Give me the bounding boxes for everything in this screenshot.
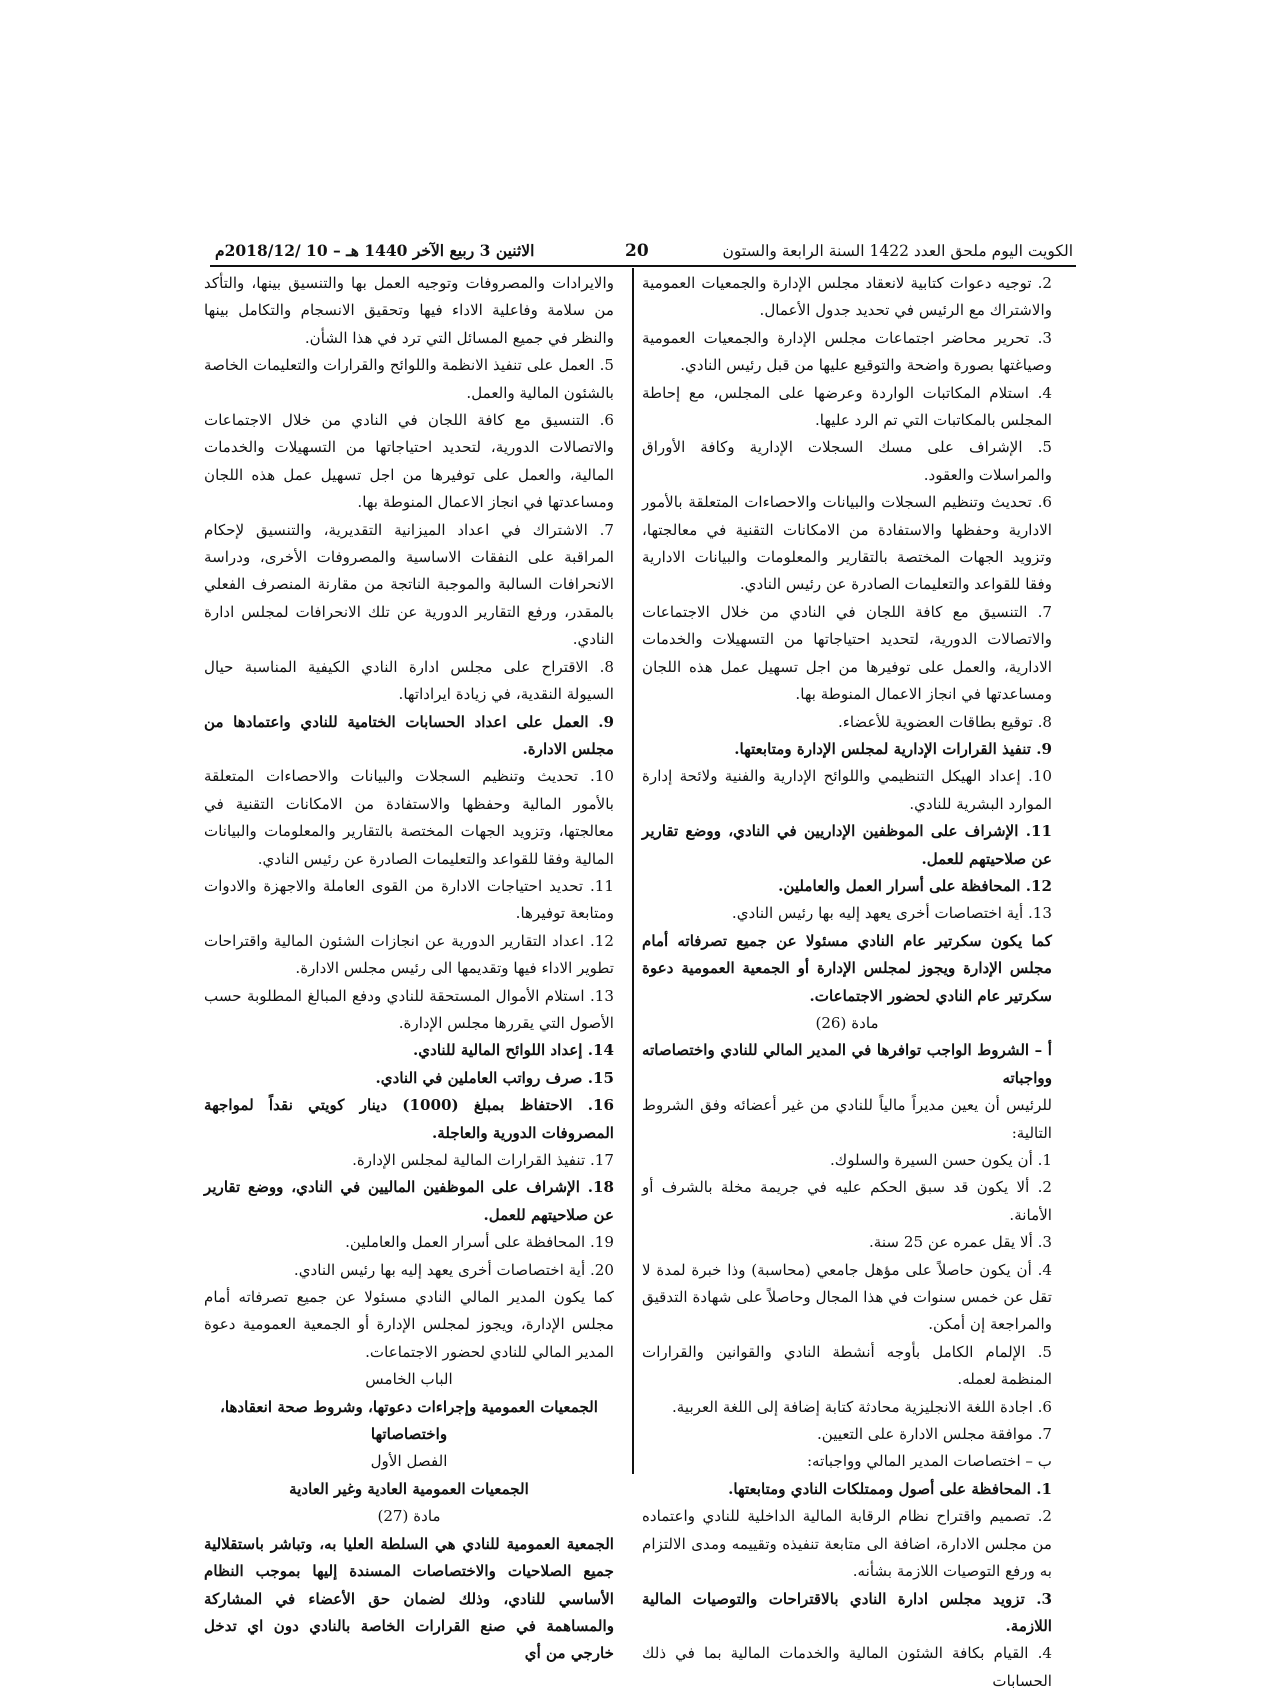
paragraph: 5. العمل على تنفيذ الانظمة واللوائح والقرارات والتعليمات الخاصة بالشئون المالية والعمل. — [204, 356, 614, 402]
paragraph: 2. ألا يكون قد سبق الحكم عليه في جريمة مخلة بالشرف أو الأمانة. — [642, 1178, 1052, 1224]
paragraph: 3. تزويد مجلس ادارة النادي بالاقتراحات والتوصيات المالية اللازمة. — [642, 1589, 1052, 1635]
paragraph: 3. تحرير محاضر اجتماعات مجلس الإدارة والجمعيات العمومية وصياغتها بصورة واضحة والتوقيع عليها من قبل رئيس النادي. — [642, 328, 1052, 375]
paragraph: 13. أية اختصاصات أخرى يعهد إليه بها رئيس النادي. — [731, 904, 1052, 923]
paragraph: 13. استلام الأموال المستحقة للنادي ودفع المبالغ المطلوبة حسب الأصول التي يقررها مجلس الإدارة. — [204, 986, 614, 1032]
paragraph: 11. تحديد احتياجات الادارة من القوى العاملة والاجهزة والادوات ومتابعة توفيرها. — [204, 876, 614, 923]
paragraph: 5. الإلمام الكامل بأوجه أنشطة النادي والقوانين والقرارات المنظمة لعمله. — [642, 1342, 1052, 1389]
paragraph: 10. إعداد الهيكل التنظيمي واللوائح الإدارية والفنية ولائحة إدارة الموارد البشرية للنادي. — [642, 767, 1052, 813]
paragraph: 7. التنسيق مع كافة اللجان في النادي من خلال الاجتماعات والاتصالات الدورية، لتحديد احتياجاتها من التسهيلات والخدمات الادارية، والعمل على توفيرها من اجل تسهيل عمل هذه اللجان ومساعدتها في انجاز الاعمال المنوطة بها. — [642, 602, 1052, 704]
paragraph: كما يكون المدير المالي النادي مسئولا عن جميع تصرفاته أمام مجلس الإدارة، ويجوز لمجلس الإدارة أو الجمعية العمومية دعوة المدير المالي للنادي لحضور الاجتماعات. — [204, 1288, 614, 1361]
section-subheading: أ – الشروط الواجب توافرها في المدير المالي للنادي واختصاصاته وواجباته — [642, 1041, 1052, 1087]
paragraph: 2. تصميم واقتراح نظام الرقابة المالية الداخلية للنادي واعتماده من مجلس الادارة، اضافة الى متابعة تنفيذه وتقييمه ومدى الالتزام به ورفع التوصيات اللازمة بشأنه. — [642, 1507, 1052, 1581]
header-divider — [210, 265, 1076, 267]
left-column — [204, 270, 614, 1668]
paragraph: 2. توجيه دعوات كتابية لانعقاد مجلس الإدارة والجمعيات العمومية والاشتراك مع الرئيس في تحديد جدول الأعمال. — [642, 274, 1052, 320]
right-column — [642, 270, 1052, 1695]
part-title: الجمعيات العمومية وإجراءات دعوتها، وشروط صحة انعقادها، واختصاصاتها — [220, 1397, 598, 1444]
column-divider — [632, 268, 634, 1474]
article-heading: مادة (26) — [815, 1013, 879, 1032]
paragraph: الجمعية العمومية للنادي هي السلطة العليا به، وتباشر باستقلالية جميع الصلاحيات والاختصاصات المسندة إليها بموجب النظام الأساسي للنادي، وذلك لضمان حق الأعضاء في المشاركة والمساهمة في صنع القرارات الخاصة بالنادي دون اي تدخل خارجي من أي — [204, 1534, 614, 1663]
paragraph: ب – اختصاصات المدير المالي وواجباته: — [806, 1452, 1052, 1471]
paragraph: 6. تحديث وتنظيم السجلات والبيانات والاحصاءات المتعلقة بالأمور الادارية وحفظها والاستفادة من الامكانات التقنية في معالجتها، وتزويد الجهات المختصة بالتقارير والمعلومات والبيانات الادارية وفقا للقواعد والتعليمات الصادرة عن رئيس النادي. — [642, 493, 1052, 594]
paragraph: 6. اجادة اللغة الانجليزية محادثة كتابة إضافة إلى اللغة العربية. — [672, 1397, 1052, 1416]
page-number: 20 — [625, 241, 649, 261]
paragraph: 9. تنفيذ القرارات الإدارية لمجلس الإدارة ومتابعتها. — [734, 739, 1052, 758]
article-heading: مادة (27) — [377, 1507, 441, 1526]
part-heading: الباب الخامس — [365, 1370, 453, 1389]
paragraph: 10. تحديث وتنظيم السجلات والبيانات والاحصاءات المتعلقة بالأمور المالية وحفظها والاستفادة من الامكانات التقنية في معالجتها، وتزويد الجهات المختصة بالتقارير والمعلومات والبيانات المالية وفقا للقواعد والتعليمات الصادرة عن رئيس النادي. — [204, 767, 614, 868]
paragraph: 3. ألا يقل عمره عن 25 سنة. — [868, 1233, 1052, 1252]
header-date: الاثنين 3 ربيع الآخر 1440 هـ – 10 /2018/12م — [215, 241, 535, 260]
paragraph: 12. اعداد التقارير الدورية عن انجازات الشئون المالية واقتراحات تطوير الاداء فيها وتقديمها الى رئيس مجلس الادارة. — [204, 931, 614, 978]
paragraph: والايرادات والمصروفات وتوجيه العمل بها والتنسيق بينها، والتأكد من سلامة وفاعلية الاداء فيها وتحقيق الانسجام والتكامل بينها والنظر في جميع المسائل التي ترد في هذا الشأن. — [204, 274, 614, 347]
paragraph: 1. المحافظة على أصول وممتلكات النادي ومتابعتها. — [728, 1479, 1052, 1498]
paragraph: 4. أن يكون حاصلاً على مؤهل جامعي (محاسبة) وذا خبرة لمدة لا تقل عن خمس سنوات في هذا المجال وحاصلاً على شهادة التدقيق والمراجعة إن أمكن. — [642, 1260, 1052, 1334]
chapter-heading: الفصل الأول — [370, 1452, 448, 1471]
paragraph: 4. القيام بكافة الشئون المالية والخدمات المالية بما في ذلك الحسابات — [642, 1644, 1052, 1690]
paragraph: 5. الإشراف على مسك السجلات الإدارية وكافة الأوراق والمراسلات والعقود. — [642, 438, 1052, 484]
paragraph: 1. أن يكون حسن السيرة والسلوك. — [829, 1151, 1052, 1169]
paragraph: 12. المحافظة على أسرار العمل والعاملين. — [778, 876, 1052, 895]
paragraph: 7. موافقة مجلس الادارة على التعيين. — [816, 1425, 1052, 1444]
paragraph: 15. صرف رواتب العاملين في النادي. — [375, 1068, 614, 1087]
page-header — [215, 238, 1073, 266]
paragraph: 16. الاحتفاظ بمبلغ (1000) دينار كويتي نقداً لمواجهة المصروفات الدورية والعاجلة. — [204, 1096, 614, 1142]
paragraph: 7. الاشتراك في اعداد الميزانية التقديرية، والتنسيق لإحكام المراقبة على النفقات الاساسية والمصروفات الأخرى، ودراسة الانحرافات السالبة والموجبة الناتجة من مقارنة المنصرف الفعلي بالمقدر، ورفع التقارير الدورية عن تلك الانحرافات لمجلس ادارة النادي. — [204, 520, 614, 649]
paragraph: 17. تنفيذ القرارات المالية لمجلس الإدارة. — [352, 1151, 614, 1169]
paragraph: للرئيس أن يعين مديراً مالياً للنادي من غير أعضائه وفق الشروط التالية: — [642, 1096, 1052, 1142]
paragraph: 18. الإشراف على الموظفين الماليين في النادي، ووضع تقارير عن صلاحيتهم للعمل. — [204, 1178, 614, 1224]
paragraph: 14. إعداد اللوائح المالية للنادي. — [413, 1041, 614, 1060]
paragraph: 11. الإشراف على الموظفين الإداريين في النادي، ووضع تقارير عن صلاحيتهم للعمل. — [642, 822, 1052, 868]
chapter-title: الجمعيات العمومية العادية وغير العادية — [289, 1479, 529, 1498]
paragraph: 4. استلام المكاتبات الواردة وعرضها على المجلس، مع إحاطة المجلس بالمكاتبات التي تم الرد عليها. — [642, 383, 1052, 430]
header-publication-info: الكويت اليوم ملحق العدد 1422 السنة الرابعة والستون — [722, 242, 1073, 260]
paragraph: 8. توقيع بطاقات العضوية للأعضاء. — [837, 712, 1052, 731]
paragraph: كما يكون سكرتير عام النادي مسئولا عن جميع تصرفاته أمام مجلس الإدارة ويجوز لمجلس الإدارة أو الجمعية العمومية دعوة سكرتير عام النادي لحضور الاجتماعات. — [642, 931, 1052, 1005]
paragraph: 9. العمل على اعداد الحسابات الختامية للنادي واعتمادها من مجلس الادارة. — [204, 712, 614, 758]
paragraph: 8. الاقتراح على مجلس ادارة النادي الكيفية المناسبة حيال السيولة النقدية، في زيادة ايراداتها. — [204, 657, 614, 704]
paragraph: 6. التنسيق مع كافة اللجان في النادي من خلال الاجتماعات والاتصالات الدورية، لتحديد احتياجاتها من التسهيلات والخدمات المالية، والعمل على توفيرها من اجل تسهيل عمل هذه اللجان ومساعدتها في انجاز الاعمال المنوطة بها. — [204, 411, 614, 512]
paragraph: 19. المحافظة على أسرار العمل والعاملين. — [345, 1233, 614, 1252]
paragraph: 20. أية اختصاصات أخرى يعهد إليه بها رئيس النادي. — [293, 1260, 614, 1279]
